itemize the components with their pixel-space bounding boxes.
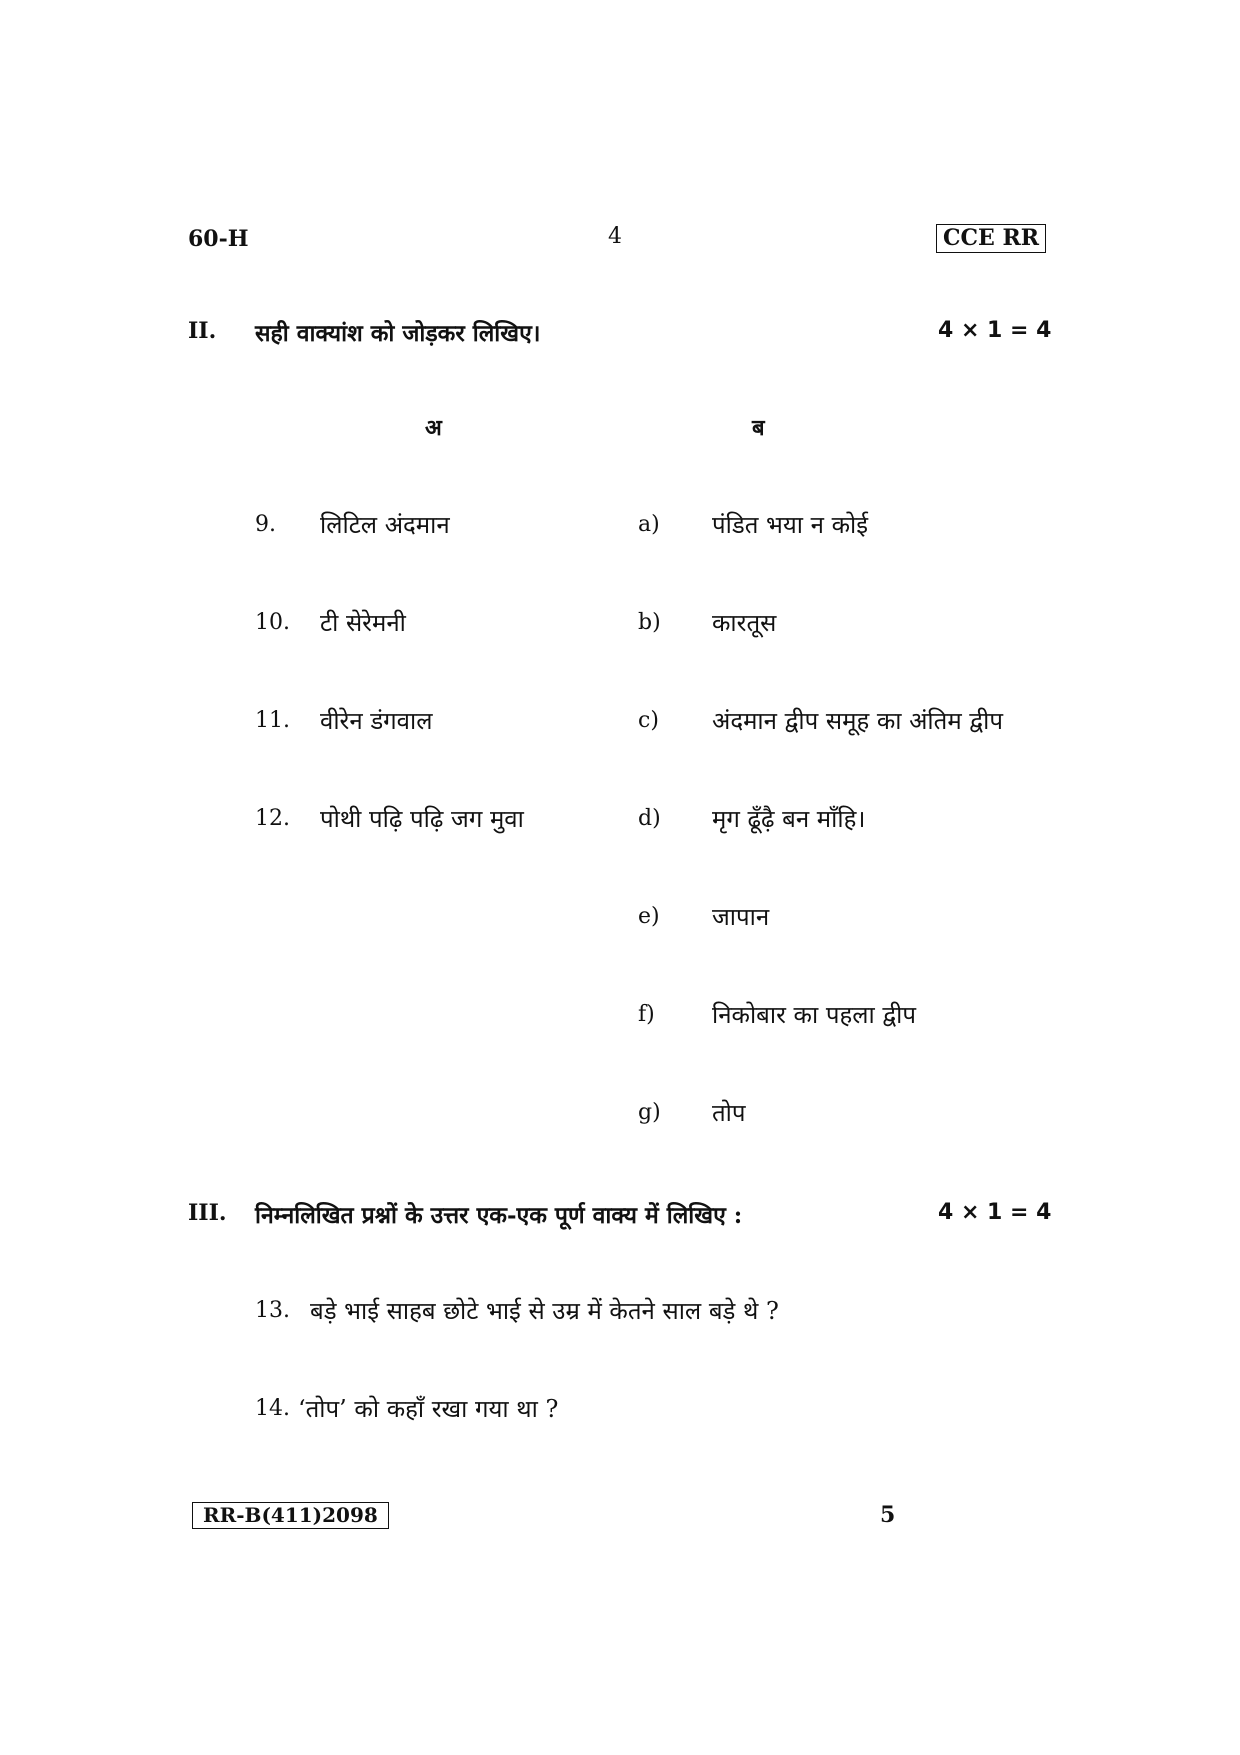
question-14-text: ‘तोप’ को कहाँ रखा गया था ? [298,1395,559,1423]
footer-page: 5 [880,1502,896,1528]
column-b-heading: ब [752,415,765,441]
col-a-item-12: पोथी पढ़ि पढ़ि जग मुवा [320,805,524,833]
section-2-title: सही वाक्यांश को जोड़कर लिखिए। [255,320,541,347]
section-2-marks: 4 × 1 = 4 [938,318,1052,343]
col-a-num-10: 10. [255,610,290,635]
column-a-heading: अ [425,415,442,441]
footer-code: RR-B(411)2098 [192,1502,389,1529]
col-b-label-f: f) [638,1002,655,1027]
col-a-num-11: 11. [255,708,290,733]
col-b-item-c: अंदमान द्वीप समूह का अंतिम द्वीप [712,707,1003,735]
col-a-item-10: टी सेरेमनी [320,609,406,637]
col-b-item-f: निकोबार का पहला द्वीप [712,1001,916,1029]
col-b-label-e: e) [638,904,660,929]
col-b-item-e: जापान [712,903,770,931]
col-b-label-a: a) [638,512,660,537]
question-13-text: बड़े भाई साहब छोटे भाई से उम्र में केतने साल बड़े थे ? [310,1297,779,1325]
section-3-number: III. [188,1200,227,1226]
col-b-label-b: b) [638,610,661,635]
col-b-label-d: d) [638,806,661,831]
section-2-number: II. [188,318,217,344]
paper-code: 60-H [188,226,249,252]
col-b-item-d: मृग ढूँढ़ै बन माँहि। [712,805,866,833]
page-number: 4 [608,224,622,249]
section-3-title: निम्नलिखित प्रश्नों के उत्तर एक-एक पूर्ण वाक्य में लिखिए : [255,1202,743,1229]
col-b-label-c: c) [638,708,659,733]
col-a-num-9: 9. [255,512,276,537]
question-13-number: 13. [255,1298,290,1323]
col-b-item-a: पंडित भया न कोई [712,511,869,539]
col-a-item-9: लिटिल अंदमान [320,511,450,539]
section-3-marks: 4 × 1 = 4 [938,1200,1052,1225]
col-a-num-12: 12. [255,806,290,831]
header-tag: CCE RR [936,224,1046,253]
col-b-item-b: कारतूस [712,609,777,637]
col-b-item-g: तोप [712,1099,746,1127]
col-a-item-11: वीरेन डंगवाल [320,707,433,735]
question-14-number: 14. [255,1396,290,1421]
col-b-label-g: g) [638,1100,661,1125]
